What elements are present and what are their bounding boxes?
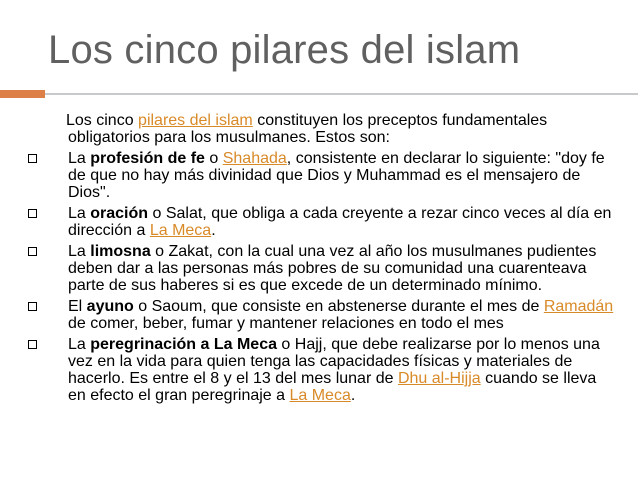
title-accent-bar — [0, 90, 45, 98]
link-la-meca[interactable]: La Meca — [289, 387, 351, 404]
slide-body — [24, 112, 614, 408]
item-text: o Hajj, que debe realizarse por lo menos una vez en la vida para quien tenga las capacidades físicas y materiales de hacerlo. Es entre el 8 y el 13 del mes lunar de — [68, 336, 600, 387]
item-text: La — [68, 243, 91, 260]
item-text: o Zakat, con la cual una vez al año los musulmanes pudientes deben dar a las personas más pobres de su comunidad una cuarenteava parte de sus haberes si es que excede de un determinado mínimo. — [68, 243, 597, 294]
item-term: oración — [90, 205, 149, 222]
link-dhu-al-hijja[interactable]: Dhu al-Hijja — [397, 370, 481, 387]
item-text: cuando se lleva en efecto el gran peregrinaje a — [68, 370, 597, 404]
item-text: La — [68, 336, 91, 353]
list-item-profesion-de-fe — [24, 150, 614, 201]
list-item-limosna — [24, 243, 614, 294]
item-term: peregrinación a La Meca — [90, 336, 277, 353]
item-text: o Salat, que obliga a cada creyente a rezar cinco veces al día en dirección a — [68, 205, 612, 239]
link-pilares-del-islam[interactable]: pilares del islam — [138, 112, 253, 129]
list-item-peregrinacion — [24, 336, 614, 404]
title-divider — [45, 93, 638, 95]
item-text: La — [68, 150, 91, 167]
square-bullet-icon — [28, 154, 37, 163]
square-bullet-icon — [28, 209, 37, 218]
intro-paragraph — [24, 112, 614, 146]
item-term: ayuno — [86, 298, 134, 315]
square-bullet-icon — [28, 340, 37, 349]
square-bullet-icon — [28, 302, 37, 311]
item-text: , consistente en declarar lo siguiente: "doy fe de que no hay más divinidad que Dios y Muhammad es el mensajero de Dios". — [68, 150, 605, 201]
item-text: La — [68, 205, 91, 222]
intro-text-start: Los cinco — [66, 112, 139, 129]
slide-title: Los cinco pilares del islam — [48, 28, 521, 72]
list-item-oracion — [24, 205, 614, 239]
square-bullet-icon — [28, 247, 37, 256]
item-text: de comer, beber, fumar y mantener relaciones en todo el mes — [68, 315, 504, 332]
item-term: limosna — [90, 243, 151, 260]
item-text: o — [204, 150, 223, 167]
link-ramadan[interactable]: Ramadán — [543, 298, 614, 315]
pillars-list — [24, 150, 614, 404]
item-text: El — [68, 298, 87, 315]
item-text: . — [211, 222, 216, 239]
list-item-ayuno — [24, 298, 614, 332]
item-term: profesión de fe — [90, 150, 205, 167]
link-la-meca[interactable]: La Meca — [149, 222, 212, 239]
item-text: . — [350, 387, 356, 404]
item-text: o Saoum, que consiste en abstenerse durante el mes de — [133, 298, 544, 315]
intro-text-end: constituyen los preceptos fundamentales obligatorios para los musulmanes. Estos son: — [68, 112, 548, 146]
link-shahada[interactable]: Shahada — [222, 150, 287, 167]
